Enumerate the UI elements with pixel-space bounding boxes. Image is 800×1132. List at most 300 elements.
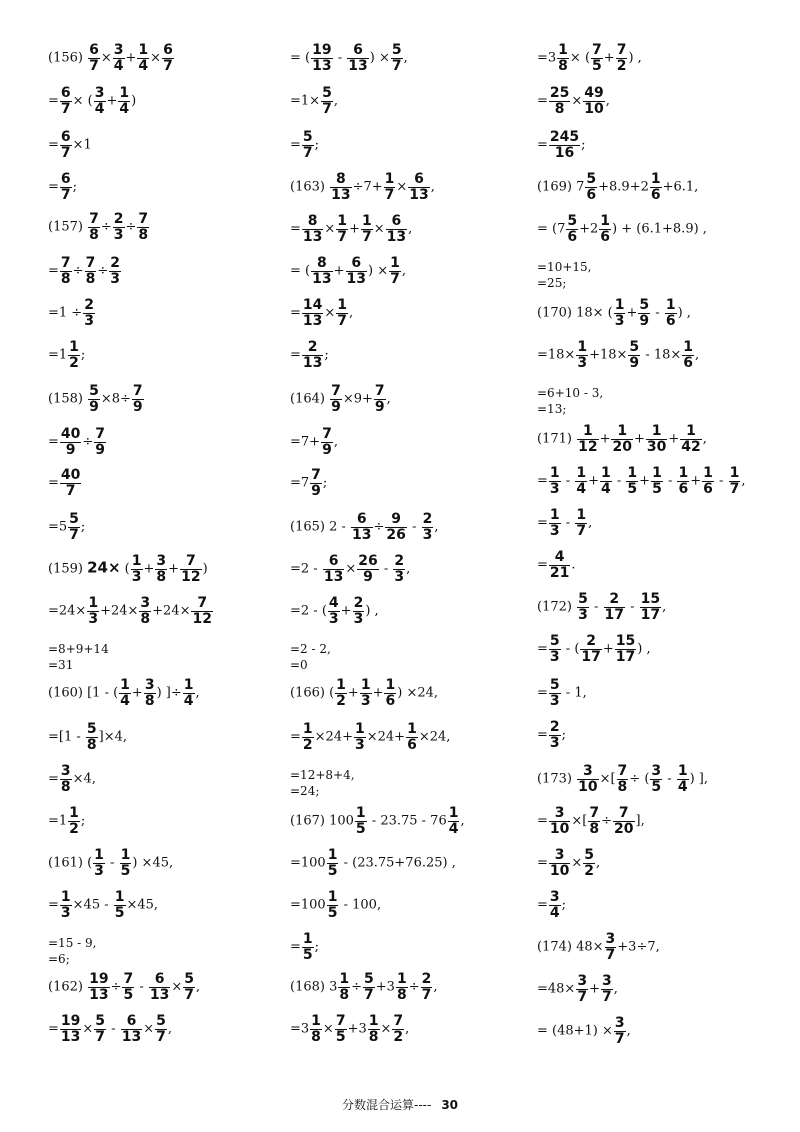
fraction xyxy=(650,172,662,202)
denominator: 7 xyxy=(322,100,332,117)
fraction xyxy=(149,972,170,1002)
operator-text: ÷ ( xyxy=(629,771,650,787)
equation-text: =12+8+4, xyxy=(290,768,355,782)
fraction xyxy=(330,384,342,414)
denominator: 7 xyxy=(391,57,402,74)
denominator: 7 xyxy=(337,228,348,245)
equation-line xyxy=(290,932,319,962)
operator-text: × xyxy=(324,305,336,321)
equation-text: = xyxy=(48,771,59,787)
fraction xyxy=(549,86,570,116)
fraction xyxy=(121,1014,142,1044)
equation-text: =5 xyxy=(48,519,68,535)
numerator: 40 xyxy=(60,467,81,483)
operator-text: × xyxy=(380,1021,392,1037)
numerator: 1 xyxy=(683,339,693,355)
equation-text: =7+ xyxy=(290,434,321,450)
denominator: 7 xyxy=(361,228,372,245)
operator-text: - 1, xyxy=(561,685,587,701)
fraction xyxy=(682,340,694,370)
fraction xyxy=(677,466,689,496)
numerator: 1 xyxy=(627,465,638,481)
numerator: 1 xyxy=(361,213,372,229)
fraction xyxy=(601,974,613,1004)
denominator: 8 xyxy=(589,820,600,837)
operator-text: ) × xyxy=(367,263,389,279)
denominator: 6 xyxy=(678,480,689,497)
numerator: 7 xyxy=(393,1013,404,1029)
fraction xyxy=(588,806,600,836)
operator-text: ×45 - xyxy=(72,897,113,913)
numerator: 1 xyxy=(680,424,701,440)
operator-text: + xyxy=(333,263,345,279)
operator-text: + xyxy=(168,561,180,577)
equation-line xyxy=(537,1016,631,1046)
fraction xyxy=(335,678,347,708)
denominator: 17 xyxy=(615,648,636,665)
equation-text: =13; xyxy=(537,402,567,416)
operator-text: × xyxy=(345,561,357,577)
operator-text: + xyxy=(603,50,615,66)
numerator: 1 xyxy=(119,85,130,101)
numerator: 1 xyxy=(390,255,400,271)
fraction xyxy=(368,1014,380,1044)
numerator: 4 xyxy=(549,550,570,566)
equation-line xyxy=(48,130,92,160)
equation-line xyxy=(48,936,96,950)
operator-text: + xyxy=(633,431,645,447)
operator-text: ) xyxy=(202,561,208,577)
fraction xyxy=(549,848,570,878)
equation-line xyxy=(48,722,127,752)
equation-line xyxy=(48,678,200,708)
equation-line xyxy=(290,130,319,160)
operator-text: , xyxy=(434,519,439,535)
equation-text: = xyxy=(537,685,548,701)
numerator: 5 xyxy=(89,383,99,399)
fraction xyxy=(408,172,429,202)
numerator: 6 xyxy=(121,1014,142,1030)
denominator: 20 xyxy=(614,820,634,837)
fraction xyxy=(357,554,378,584)
denominator: 8 xyxy=(144,692,155,709)
operator-text: ×45, xyxy=(126,897,159,913)
equation-line xyxy=(290,642,331,656)
numerator: 1 xyxy=(94,847,104,863)
operator-text: , xyxy=(333,93,338,109)
denominator: 6 xyxy=(407,736,417,753)
denominator: 30 xyxy=(646,438,667,455)
fraction xyxy=(327,848,339,878)
numerator: 6 xyxy=(351,512,372,528)
equation-text: =100 xyxy=(290,855,326,871)
denominator: 10 xyxy=(578,778,598,795)
equation-text: = xyxy=(537,93,548,109)
fraction xyxy=(310,1014,322,1044)
equation-line xyxy=(537,720,566,750)
operator-text: , xyxy=(167,1021,172,1037)
numerator: 19 xyxy=(312,42,332,58)
equation-line xyxy=(290,298,353,328)
denominator: 8 xyxy=(339,986,350,1003)
numerator: 7 xyxy=(322,426,332,442)
fraction xyxy=(353,596,365,626)
denominator: 4 xyxy=(113,57,124,74)
operator-text: ) ×24, xyxy=(397,685,439,701)
numerator: 3 xyxy=(614,1015,625,1031)
denominator: 7 xyxy=(601,988,612,1005)
numerator: 1 xyxy=(611,424,632,440)
numerator: 1 xyxy=(385,677,396,693)
fraction xyxy=(386,214,407,244)
operator-text: , xyxy=(333,434,338,450)
numerator: 1 xyxy=(577,424,598,440)
operator-text: + xyxy=(690,473,702,489)
fraction xyxy=(120,848,132,878)
equation-line xyxy=(537,260,591,274)
equation-text: =2 - xyxy=(290,561,322,577)
operator-text: ÷ xyxy=(72,263,84,279)
fraction xyxy=(323,554,344,584)
operator-text: +2 xyxy=(579,221,599,237)
fraction xyxy=(87,596,99,626)
operator-text: ; xyxy=(561,897,567,913)
fraction xyxy=(577,424,598,454)
fraction xyxy=(583,86,604,116)
operator-text: +24× xyxy=(152,603,191,619)
denominator: 8 xyxy=(138,226,149,243)
equation-text: (156) xyxy=(48,50,88,66)
numerator: 6 xyxy=(60,85,71,101)
operator-text: - xyxy=(379,561,393,577)
denominator: 8 xyxy=(140,610,151,627)
fraction xyxy=(392,1014,404,1044)
equation-line xyxy=(537,634,651,664)
denominator: 17 xyxy=(640,606,661,623)
operator-text: , xyxy=(596,855,601,871)
denominator: 3 xyxy=(88,610,99,627)
denominator: 7 xyxy=(421,986,432,1003)
equation-text: = xyxy=(48,475,59,491)
equation-line xyxy=(537,424,707,454)
fraction xyxy=(302,298,323,328)
numerator: 7 xyxy=(613,806,634,822)
equation-line xyxy=(48,43,175,73)
fraction xyxy=(191,596,212,626)
fraction xyxy=(180,554,201,584)
operator-text: - xyxy=(714,473,728,489)
denominator: 6 xyxy=(586,186,597,203)
fraction xyxy=(680,424,701,454)
equation-text: (159) xyxy=(48,561,88,577)
numerator: 1 xyxy=(336,677,346,693)
equation-text: (157) xyxy=(48,219,88,235)
equation-line xyxy=(290,596,379,626)
operator-text: + xyxy=(349,221,360,237)
fraction xyxy=(155,1014,167,1044)
fraction xyxy=(302,932,314,962)
equation-line xyxy=(48,806,85,836)
denominator: 6 xyxy=(385,692,396,709)
operator-text: ÷ xyxy=(373,519,385,535)
fraction xyxy=(617,764,629,794)
fraction xyxy=(549,806,570,836)
operator-text: , xyxy=(386,391,391,407)
denominator: 7 xyxy=(60,186,71,203)
fraction xyxy=(650,764,662,794)
fraction xyxy=(613,806,634,836)
fraction xyxy=(549,890,561,920)
fraction xyxy=(355,806,367,836)
numerator: 2 xyxy=(394,553,405,569)
denominator: 9 xyxy=(132,398,143,415)
denominator: 12 xyxy=(181,568,201,585)
operator-text: , xyxy=(605,93,610,109)
equation-text: = ( xyxy=(290,50,311,66)
numerator: 1 xyxy=(576,507,587,523)
fraction xyxy=(68,512,80,542)
operator-text: ]×4, xyxy=(98,729,128,745)
numerator: 1 xyxy=(665,297,676,313)
numerator: 7 xyxy=(89,211,99,227)
equation-text: (163) xyxy=(290,179,330,195)
operator-text: + xyxy=(668,431,680,447)
numerator: 15 xyxy=(615,633,636,649)
numerator: 5 xyxy=(156,1013,166,1029)
operator-text: + xyxy=(602,641,614,657)
operator-text: ÷ xyxy=(125,219,137,235)
fraction xyxy=(86,722,98,752)
operator-text: ×[ xyxy=(599,771,616,787)
operator-text: , xyxy=(702,431,707,447)
denominator: 8 xyxy=(86,736,97,753)
numerator: 2 xyxy=(84,297,94,313)
denominator: 9 xyxy=(311,482,321,499)
operator-text: ; xyxy=(72,179,78,195)
fraction xyxy=(702,466,714,496)
numerator: 1 xyxy=(407,721,417,737)
operator-text: - xyxy=(135,979,148,995)
operator-text: , xyxy=(695,347,700,363)
denominator: 4 xyxy=(576,480,587,497)
equation-text: = xyxy=(48,263,59,279)
denominator: 7 xyxy=(614,1030,625,1047)
operator-text: ) + (6.1+8.9) , xyxy=(612,221,707,237)
fraction xyxy=(422,512,434,542)
denominator: 8 xyxy=(60,270,71,287)
operator-text: + xyxy=(639,473,651,489)
operator-text: +3÷7, xyxy=(617,939,660,955)
operator-text: , xyxy=(433,979,438,995)
fraction xyxy=(60,468,81,498)
denominator: 13 xyxy=(302,228,323,245)
equation-text: (174) 48× xyxy=(537,939,604,955)
numerator: 5 xyxy=(567,213,578,229)
numerator: 7 xyxy=(95,426,106,442)
operator-text: +24× xyxy=(100,603,139,619)
fraction xyxy=(310,468,322,498)
numerator: 1 xyxy=(729,465,740,481)
numerator: 6 xyxy=(149,972,170,988)
numerator: 3 xyxy=(577,764,598,780)
fraction xyxy=(335,1014,347,1044)
denominator: 17 xyxy=(604,606,624,623)
denominator: 13 xyxy=(302,354,323,371)
numerator: 1 xyxy=(131,553,142,569)
fraction xyxy=(576,974,588,1004)
denominator: 8 xyxy=(396,986,407,1003)
numerator: 1 xyxy=(138,42,149,58)
equation-line xyxy=(48,1014,172,1044)
fraction xyxy=(131,554,143,584)
fraction xyxy=(93,848,105,878)
denominator: 3 xyxy=(549,648,560,665)
operator-text: + xyxy=(599,431,611,447)
operator-text: ×[ xyxy=(571,813,588,829)
numerator: 2 xyxy=(580,634,601,650)
numerator: 3 xyxy=(144,677,155,693)
equation-line xyxy=(48,890,158,920)
equation-line xyxy=(290,848,456,878)
operator-text: - ( xyxy=(561,641,580,657)
operator-text: ÷ xyxy=(110,979,122,995)
operator-text: , xyxy=(588,515,593,531)
denominator: 8 xyxy=(558,57,568,74)
numerator: 7 xyxy=(85,255,96,271)
fraction xyxy=(600,466,612,496)
numerator: 7 xyxy=(616,42,627,58)
numerator: 49 xyxy=(584,85,604,101)
equation-text: = xyxy=(290,221,301,237)
denominator: 4 xyxy=(549,904,560,921)
operator-text: × xyxy=(571,93,583,109)
equation-text: (161) ( xyxy=(48,855,93,871)
fraction xyxy=(311,256,332,286)
fraction xyxy=(88,972,109,1002)
numerator: 5 xyxy=(69,511,79,527)
denominator: 6 xyxy=(567,228,578,245)
equation-line xyxy=(290,43,408,73)
equation-line xyxy=(48,86,136,116)
numerator: 1 xyxy=(576,465,587,481)
equation-line xyxy=(537,466,745,496)
denominator: 5 xyxy=(335,1028,346,1045)
numerator: 1 xyxy=(558,42,568,58)
denominator: 8 xyxy=(85,270,96,287)
numerator: 5 xyxy=(629,339,640,355)
numerator: 1 xyxy=(646,424,667,440)
fraction xyxy=(60,172,72,202)
denominator: 5 xyxy=(123,986,134,1003)
fraction xyxy=(665,298,677,328)
numerator: 5 xyxy=(364,971,374,987)
equation-text: =7 xyxy=(290,475,310,491)
operator-text: - xyxy=(105,855,119,871)
page-number: 30 xyxy=(441,1098,459,1112)
numerator: 7 xyxy=(374,383,385,399)
fraction xyxy=(360,678,372,708)
denominator: 2 xyxy=(616,57,627,74)
equation-line xyxy=(537,86,610,116)
operator-text: ÷ xyxy=(601,813,613,829)
operator-text: + xyxy=(125,50,137,66)
equation-text: =6+10 - 3, xyxy=(537,386,604,400)
denominator: 8 xyxy=(89,226,99,243)
equation-line xyxy=(290,86,338,116)
numerator: 2 xyxy=(604,592,625,608)
numerator: 7 xyxy=(617,763,628,779)
fraction xyxy=(338,972,350,1002)
fraction xyxy=(626,466,638,496)
denominator: 3 xyxy=(614,312,625,329)
fraction xyxy=(94,86,106,116)
fraction xyxy=(328,596,340,626)
numerator: 1 xyxy=(360,677,371,693)
operator-text: ÷ xyxy=(408,979,420,995)
equation-text: =1 ÷ xyxy=(48,305,83,321)
equation-text: = (7 xyxy=(537,221,566,237)
equation-line xyxy=(290,658,308,672)
fraction xyxy=(549,130,580,160)
numerator: 1 xyxy=(355,805,366,821)
fraction xyxy=(646,424,667,454)
denominator: 9 xyxy=(322,441,332,458)
numerator: 6 xyxy=(163,42,173,58)
operator-text: - xyxy=(612,473,626,489)
denominator: 8 xyxy=(617,778,628,795)
operator-text: - xyxy=(651,305,664,321)
fraction xyxy=(389,256,401,286)
equation-text: =1 xyxy=(48,347,68,363)
numerator: 26 xyxy=(358,553,378,569)
numerator: 2 xyxy=(353,595,364,611)
equation-line xyxy=(290,468,327,498)
operator-text: - xyxy=(333,50,347,66)
operator-text: +18× xyxy=(589,347,628,363)
fraction xyxy=(118,86,130,116)
fraction xyxy=(361,214,373,244)
denominator: 9 xyxy=(65,441,76,458)
numerator: 1 xyxy=(183,677,194,693)
equation-line xyxy=(537,592,666,622)
equation-line xyxy=(48,468,82,498)
fraction xyxy=(580,634,601,664)
numerator: 14 xyxy=(302,297,323,313)
equation-line xyxy=(48,658,73,672)
denominator: 7 xyxy=(390,270,400,287)
operator-text: × xyxy=(322,1021,334,1037)
equation-line xyxy=(48,384,145,414)
denominator: 9 xyxy=(89,398,99,415)
denominator: 3 xyxy=(354,736,365,753)
fraction xyxy=(347,43,368,73)
numerator: 3 xyxy=(605,931,616,947)
denominator: 12 xyxy=(578,438,598,455)
denominator: 2 xyxy=(69,354,79,371)
operator-text: + xyxy=(588,473,599,489)
equation-line xyxy=(537,298,691,328)
operator-text: ; xyxy=(80,519,86,535)
numerator: 25 xyxy=(549,85,570,101)
operator-text: ) ]÷ xyxy=(156,685,182,701)
operator-text: ) × xyxy=(369,50,390,66)
equation-line xyxy=(48,340,85,370)
numerator: 1 xyxy=(549,465,560,481)
denominator: 13 xyxy=(60,1028,81,1045)
denominator: 6 xyxy=(600,228,611,245)
operator-text: - xyxy=(626,599,639,615)
denominator: 5 xyxy=(627,480,638,497)
